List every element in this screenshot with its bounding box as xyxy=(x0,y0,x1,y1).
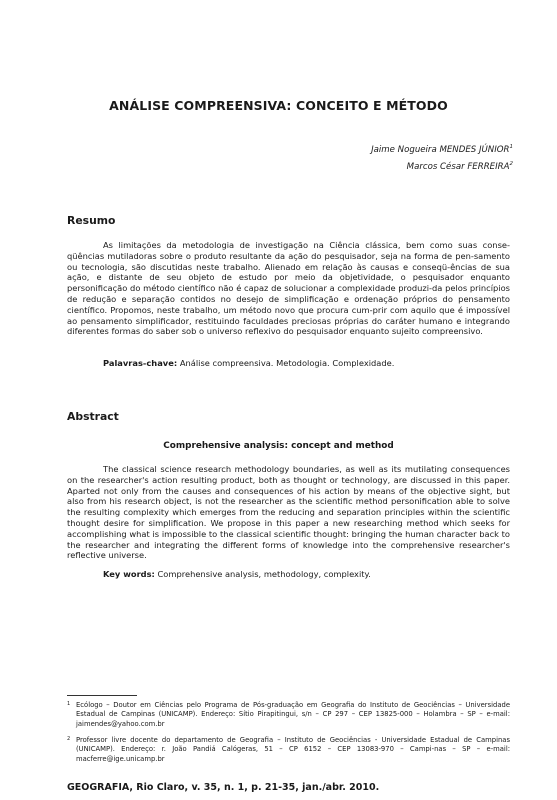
footnote-2 xyxy=(67,736,510,764)
footnote-1-text: Ecólogo – Doutor em Ciências pelo Programa de Pós-graduação em Geografia do Instituto de Geociências – Universidade Estadual de Campinas (UNICAMP). Endereço: Sítio Pirapitingui, s/n – CP 297 – CEP 13825-000 – Holambra – SP – e-mail: jaimendes@yahoo.com.br xyxy=(76,701,510,728)
key-words-label: Key words: xyxy=(103,569,155,579)
footnote-1-number: 1 xyxy=(67,701,71,707)
resumo-heading: Resumo xyxy=(67,214,116,227)
author-1-name: Jaime Nogueira MENDES JÚNIOR xyxy=(371,144,510,155)
key-words xyxy=(103,569,371,579)
author-2-name: Marcos César FERREIRA xyxy=(406,161,510,172)
resumo-text: As limitações da metodologia de investigação na Ciência clássica, bem como suas conse-qüências mutiladoras sobre o produto resultante da ação do pesquisador, seja na forma de pen-samento ou tecnologia, são discutidas neste trabalho. Alienado em relação às causas e conseqü-ências de sua ação, e distante de seu objeto de estudo por meio da objetividade, o pesquisador enquanto personificação do método científico não é capaz de solucionar a complexidade produzi-da pelos princípios de redução e separação contidos no desejo de simplificação e ordenação próprios do pensamento científico. Propomos, neste trabalho, um método novo que procura cum-prir com aquilo que é impossível ao pensamento simplificador, restituindo faculdades preciosas próprias do caráter humano e integrando diferentes formas do saber sob o universo reflexivo do pesquisador enquanto sujeito compreensivo. xyxy=(67,240,510,337)
abstract-subtitle: Comprehensive analysis: concept and method xyxy=(163,441,394,451)
author-1-footnote-mark: 1 xyxy=(509,144,513,150)
author-2 xyxy=(407,161,513,172)
paper-title: ANÁLISE COMPREENSIVA: CONCEITO E MÉTODO xyxy=(109,98,448,113)
journal-footer: GEOGRAFIA, Rio Claro, v. 35, n. 1, p. 21-35, jan./abr. 2010. xyxy=(67,782,380,793)
palavras-chave-values: Análise compreensiva. Metodologia. Complexidade. xyxy=(179,358,395,368)
footnote-2-number: 2 xyxy=(67,736,71,742)
palavras-chave xyxy=(103,358,394,368)
abstract-heading: Abstract xyxy=(67,410,119,423)
key-words-values: Comprehensive analysis, methodology, complexity. xyxy=(157,569,371,579)
abstract-text: The classical science research methodology boundaries, as well as its mutilating consequences on the researcher's action resulting product, both as thought or technology, are discussed in this paper. Aparted not only from the causes and consequences of his action by means of the objective sight, but also from his research object, is not the researcher as the scientific method personification able to solve the resulting complexity which emerges from the reducing and separation principles within the scientific thought desire for simplification. We propose in this paper a new researching method which seeks for accomplishing what is impossible to the classical scientific thought: bringing the human character back to the researcher and integrating the different forms of knowledge into the comprehensive researcher's reflective universe. xyxy=(67,464,510,561)
author-1 xyxy=(371,144,513,155)
footnote-divider xyxy=(67,695,137,696)
author-2-footnote-mark: 2 xyxy=(509,161,513,167)
palavras-chave-label: Palavras-chave: xyxy=(103,358,178,368)
footnote-1 xyxy=(67,701,510,729)
footnote-2-text: Professor livre docente do departamento de Geografia – Instituto de Geociências - Universidade Estadual de Campinas (UNICAMP). Endereço: r. João Pandiá Calógeras, 51 – CP 6152 – CEP 13083-970 – Campi-nas – SP – e-mail: macferre@ige.unicamp.br xyxy=(76,736,510,763)
